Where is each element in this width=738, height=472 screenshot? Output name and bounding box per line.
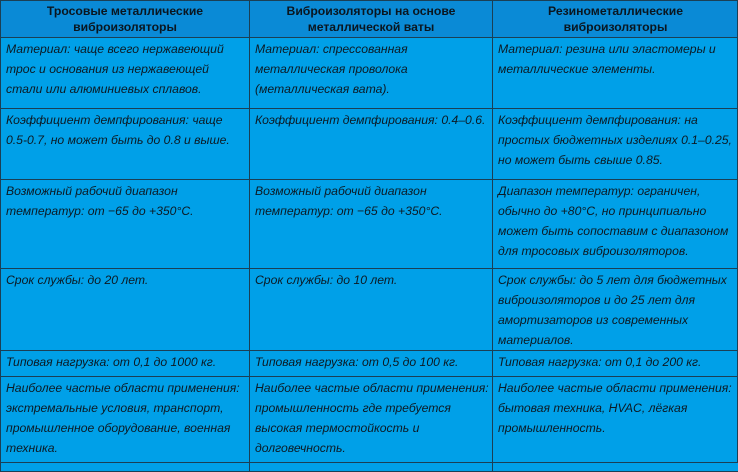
cell-load-cable: Типовая нагрузка: от 0,1 до 1000 кг. [1, 351, 250, 377]
header-row [1, 1, 738, 38]
header-metal-wool-isolators: Виброизоляторы на основе металлической ваты [250, 1, 493, 38]
cell-temperature-metal-wool: Возможный рабочий диапазон температур: от −65 до +350°С. [250, 180, 493, 269]
cell-service-life-rubber-metal: Срок службы: до 5 лет для бюджетных виброизоляторов и до 25 лет для амортизаторов из современных материалов. [493, 269, 738, 351]
header-rubber-metal-isolators: Резинометаллические виброизоляторы [493, 1, 738, 38]
cell-damping-metal-wool: Коэффициент демпфирования: 0.4–0.6. [250, 109, 493, 180]
cell-service-life-cable: Срок службы: до 20 лет. [1, 269, 250, 351]
cell-load-rubber-metal: Типовая нагрузка: от 0,1 до 200 кг. [493, 351, 738, 377]
cell-service-life-metal-wool: Срок службы: до 10 лет. [250, 269, 493, 351]
table-row-damping [1, 109, 738, 180]
table-row-temperature [1, 180, 738, 269]
cell-material-cable: Материал: чаще всего нержавеющий трос и основания из нержавеющей стали или алюминиевых сплавов. [1, 38, 250, 109]
table-row-material [1, 38, 738, 109]
table-row-typical-load [1, 351, 738, 377]
cell-temperature-rubber-metal: Диапазон температур: ограничен, обычно до +80°С, но принципиально может быть сопоставим с диапазоном для тросовых виброизоляторов. [493, 180, 738, 269]
cell-damping-rubber-metal: Коэффициент демпфирования: на простых бюджетных изделиях 0.1–0.25, но может быть свыше 0.85. [493, 109, 738, 180]
cell-temperature-cable: Возможный рабочий диапазон температур: от −65 до +350°С. [1, 180, 250, 269]
cell-damping-cable: Коэффициент демпфирования: чаще 0.5-0.7, но может быть до 0.8 и выше. [1, 109, 250, 180]
cell-applications-metal-wool: Наиболее частые области применения: промышленность где требуется высокая термостойкость и долговечность. [250, 377, 493, 472]
header-cable-isolators: Тросовые металлические виброизоляторы [1, 1, 250, 38]
cell-material-rubber-metal: Материал: резина или эластомеры и металлические элементы. [493, 38, 738, 109]
cell-load-metal-wool: Типовая нагрузка: от 0,5 до 100 кг. [250, 351, 493, 377]
cell-applications-cable: Наиболее частые области применения: экстремальные условия, транспорт, промышленное оборудование, военная техника. [1, 377, 250, 472]
table-row-application-areas [1, 377, 738, 472]
table-row-service-life [1, 269, 738, 351]
cell-material-metal-wool: Материал: спрессованная металлическая проволока (металлическая вата). [250, 38, 493, 109]
cell-applications-rubber-metal: Наиболее частые области применения: бытовая техника, HVAC, лёгкая промышленность. [493, 377, 738, 472]
